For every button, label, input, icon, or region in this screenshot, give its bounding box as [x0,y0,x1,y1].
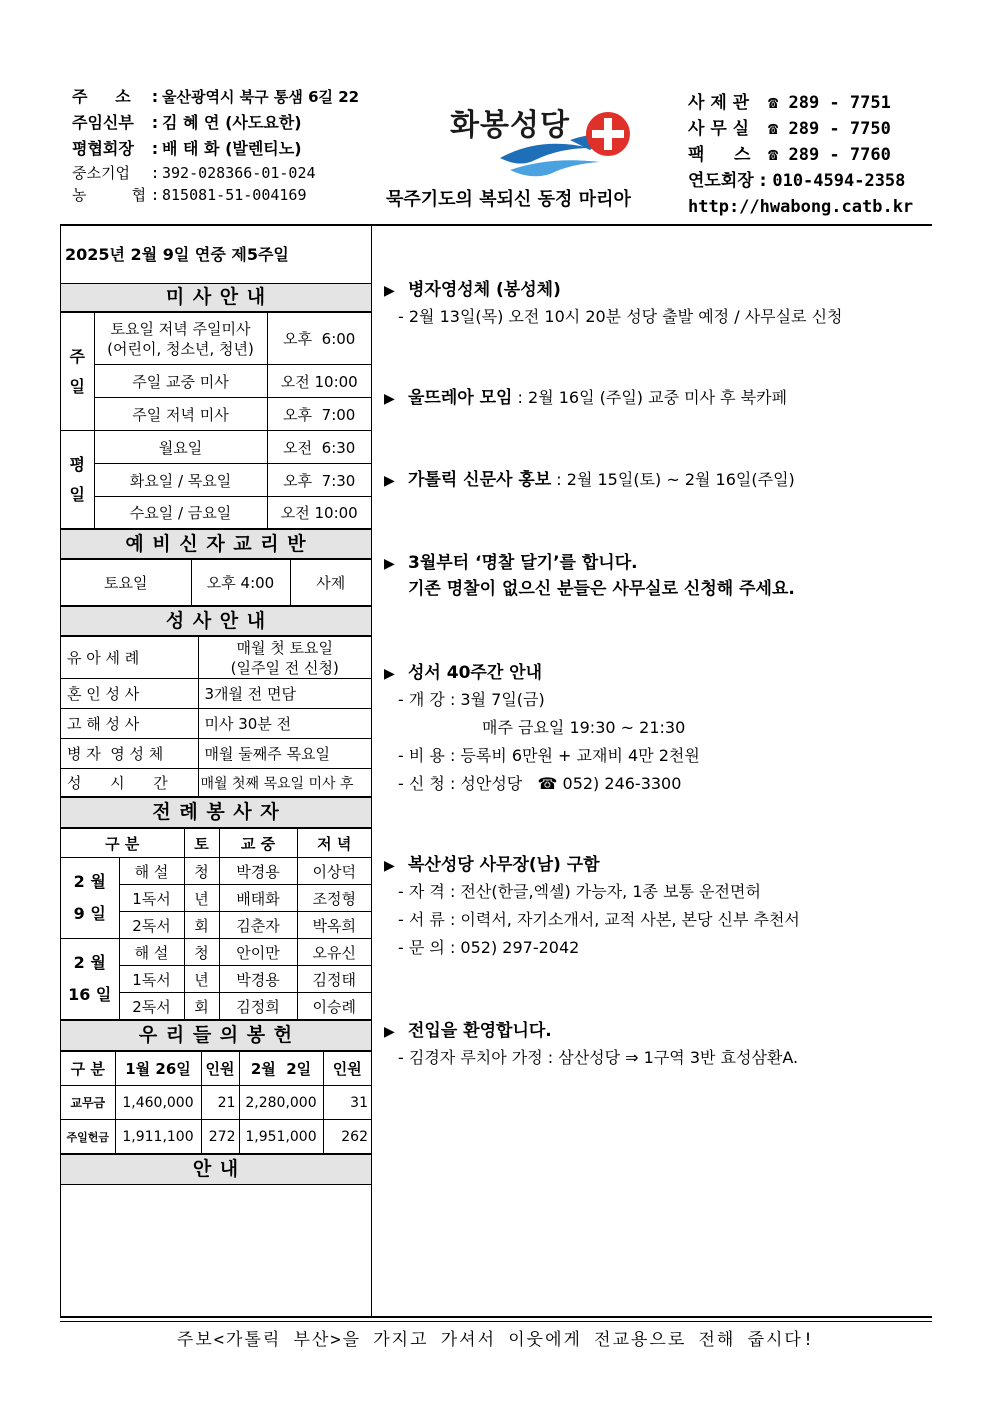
sacrament-info: 매월 첫째 목요일 미사 후 [198,769,371,797]
liturgy-group: 청 [184,939,219,966]
triangle-icon: ▶ [384,283,395,299]
catechumen-table [61,559,371,606]
liturgy-group: 회 [184,912,219,939]
offering-count: 262 [323,1120,371,1154]
triangle-icon: ▶ [384,556,395,572]
notice-section-title: 안 내 [61,1154,371,1185]
sacraments-section-title: 성 사 안 내 [61,606,371,636]
notice-title: 병자영성체 (봉성체) [408,280,561,300]
notice-title: 전입을 환영합니다. [408,1021,552,1041]
notice-line: - 개 강 : 3월 7일(금) [398,690,545,709]
website: http://hwabong.catb.kr [688,197,914,217]
notice-title: 가톨릭 신문사 홍보 [408,470,552,490]
liturgy-group: 년 [184,885,219,912]
notice-line: 매주 금요일 19:30 ~ 21:30 [482,718,686,737]
offering-value: 2,280,000 [239,1086,323,1120]
liturgy-main: 안이만 [219,939,297,966]
catechumen-day: 토요일 [61,560,191,606]
liturgy-main: 배태화 [219,885,297,912]
mass-row-time: 오후 7:00 [267,398,371,431]
liturgy-table [61,828,371,1020]
address: 울산광역시 북구 통샘 6길 22 [162,88,360,106]
offering-count: 272 [201,1120,239,1154]
sacrament-name: 고 해 성 사 [61,709,198,739]
mass-row-name: 화요일 / 목요일 [94,464,267,497]
left-column [60,226,372,1316]
notice-line: - 비 용 : 등록비 6만원 + 교재비 4만 2천원 [398,746,700,765]
offering-value: 1,911,100 [115,1120,201,1154]
mass-row-name: 주일 저녁 미사 [94,398,267,431]
church-name: 화봉성당 [450,108,570,143]
sacrament-info: 매월 첫 토요일 (일주일 전 신청) [198,637,371,679]
offering-table [61,1051,371,1154]
offering-header: 구 분 [61,1052,115,1086]
fax-label: 팩 스 [688,145,751,165]
bank2-label: 농 협 [72,186,147,204]
liturgy-date: 2 월 16 일 [61,939,119,1020]
mass-row-name: 토요일 저녁 주일미사 (어린이, 청소년, 청년) [94,313,267,365]
sacraments-table [61,636,371,797]
notice-bible-40weeks [384,660,932,798]
pastor-name: 김 혜 연 (사도요한) [162,113,302,132]
triangle-icon: ▶ [384,473,395,489]
triangle-icon: ▶ [384,391,395,407]
liturgy-role: 2독서 [119,912,184,939]
mass-row-time: 오후 6:00 [267,313,371,365]
mass-row-time: 오전 10:00 [267,365,371,398]
sacrament-name: 유 아 세 례 [61,637,198,679]
liturgy-evening: 이상덕 [297,858,371,885]
liturgy-main: 김정희 [219,993,297,1020]
footer-message: 주보<가톨릭 부산>을 가지고 가셔서 이웃에게 전교용으로 전해 줍시다! [176,1330,816,1350]
notice-title: 3월부터 ‘명찰 달기’를 합니다. [408,553,638,573]
mass-row-name: 주일 교중 미사 [94,365,267,398]
liturgy-main: 박경용 [219,858,297,885]
liturgy-main: 김춘자 [219,912,297,939]
liturgy-header: 저 녁 [297,829,371,858]
sacrament-name: 성 시 간 [61,769,198,797]
frame-bottom-line-2 [60,1321,932,1322]
catechumen-time: 오후 4:00 [191,560,290,606]
weekday-label: 평일 [61,431,94,529]
mass-row-name: 월요일 [94,431,267,464]
notice-sick-communion [384,277,932,331]
bank1-label: 중소기업 [72,164,130,182]
offering-value: 1,951,000 [239,1120,323,1154]
mass-row-name: 수요일 / 금요일 [94,497,267,529]
notice-detail: : 2월 16일 (주일) 교중 미사 후 북카페 [512,388,788,407]
liturgy-group: 청 [184,858,219,885]
liturgy-section-title: 전 례 봉 사 자 [61,797,371,828]
offering-header: 인원 [201,1052,239,1086]
offering-header: 인원 [323,1052,371,1086]
liturgy-header: 구 분 [61,829,184,858]
fax-phone: ☎ 289 - 7760 [768,145,891,165]
society-label: 연도회장 [688,171,754,191]
liturgy-evening: 박옥희 [297,912,371,939]
mass-row-time: 오전 10:00 [267,497,371,529]
liturgy-role: 해 설 [119,939,184,966]
offering-count: 31 [323,1086,371,1120]
notice-detail: : 2월 15일(토) ~ 2월 16일(주일) [551,470,795,489]
liturgy-role: 해 설 [119,858,184,885]
liturgy-header: 교 중 [219,829,297,858]
liturgy-evening: 오유신 [297,939,371,966]
header-info-left: 주 소 : 울산광역시 북구 통샘 6길 22 주임신부 : 김 혜 연 (사도요한) 평협회장 : 배 태 화 (발렌티노) 중소기업 : 392-028366-01-024 농 협 : 815081-51-004169 [72,84,372,206]
offering-count: 21 [201,1086,239,1120]
notice-line: - 2월 13일(목) 오전 10시 20분 성당 출발 예정 / 사무실로 신청 [398,307,843,326]
sacrament-name: 혼 인 성 사 [61,679,198,709]
frame-bottom-line [60,1316,932,1318]
sunday-label: 주일 [61,313,94,431]
notice-line: - 자 격 : 전산(한글,엑셀) 가능자, 1종 보통 운전면허 [398,882,761,901]
pastor-label: 주임신부 [72,113,134,132]
liturgy-role: 1독서 [119,966,184,993]
triangle-icon: ▶ [384,858,395,874]
mass-section-title: 미 사 안 내 [61,284,371,312]
liturgy-evening: 이승례 [297,993,371,1020]
offering-header: 1월 26일 [115,1052,201,1086]
bank2-account: 815081-51-004169 [162,186,307,204]
offering-value: 1,460,000 [115,1086,201,1120]
bank1-account: 392-028366-01-024 [162,164,316,182]
notice-line: - 문 의 : 052) 297-2042 [398,938,580,957]
notice-line: - 서 류 : 이력서, 자기소개서, 교적 사본, 본당 신부 추천서 [398,910,800,929]
notice-welcome [384,1018,932,1072]
church-motto: 묵주기도의 복되신 동정 마리아 [386,189,631,210]
liturgy-evening: 김정태 [297,966,371,993]
notice-line: 기존 명찰이 없으신 분들은 사무실로 신청해 주세요. [408,579,795,599]
triangle-icon: ▶ [384,666,395,682]
notice-title: 울뜨레아 모임 [408,388,513,408]
liturgy-date: 2 월 9 일 [61,858,119,939]
sacrament-info: 3개월 전 면담 [198,679,371,709]
mass-table [61,312,371,529]
notice-title: 성서 40주간 안내 [408,663,543,683]
offering-name: 교무금 [61,1086,115,1120]
liturgy-role: 1독서 [119,885,184,912]
notice-newspaper [384,467,932,493]
office-label: 사 무 실 [688,119,750,139]
notice-ultreya [384,385,932,411]
address-label: 주 소 [72,87,131,106]
sacrament-name: 병 자 영 성 체 [61,739,198,769]
rectory-phone: ☎ 289 - 7751 [768,93,891,113]
liturgy-header: 토 [184,829,219,858]
sacrament-info: 매월 둘째주 목요일 [198,739,371,769]
triangle-icon: ▶ [384,1024,395,1040]
notice-line: - 신 청 : 성안성당 ☎ 052) 246-3300 [398,774,682,793]
liturgy-evening: 조정형 [297,885,371,912]
notice-title: 복산성당 사무장(남) 구함 [408,855,600,875]
notice-line: - 김경자 루치아 가정 : 삼산성당 ⇒ 1구역 3반 효성삼환A. [398,1048,799,1067]
liturgy-group: 회 [184,993,219,1020]
date-line: 2025년 2월 9일 연중 제5주일 [61,226,371,284]
notice-job-opening [384,852,932,962]
offering-section-title: 우 리 들 의 봉 헌 [61,1020,371,1051]
notice-nametag [384,550,932,602]
liturgy-role: 2독서 [119,993,184,1020]
council-label: 평협회장 [72,139,134,158]
offering-header: 2월 2일 [239,1052,323,1086]
society-phone: 010-4594-2358 [772,171,906,191]
council-name: 배 태 화 (발렌티노) [162,139,302,158]
mass-row-time: 오후 7:30 [267,464,371,497]
mass-row-time: 오전 6:30 [267,431,371,464]
sacrament-info: 미사 30분 전 [198,709,371,739]
catechumen-section-title: 예 비 신 자 교 리 반 [61,529,371,559]
rectory-label: 사 제 관 [688,93,750,113]
liturgy-group: 년 [184,966,219,993]
office-phone: ☎ 289 - 7750 [768,119,891,139]
header-info-right: 사 제 관 ☎ 289 - 7751 사 무 실 ☎ 289 - 7750 팩 스 ☎ 289 - 7760 연도회장 : 010-4594-2358 http://hwabong.catb.kr [688,90,938,220]
liturgy-main: 박경용 [219,966,297,993]
catechumen-place: 사제 [290,560,371,606]
offering-name: 주일헌금 [61,1120,115,1154]
